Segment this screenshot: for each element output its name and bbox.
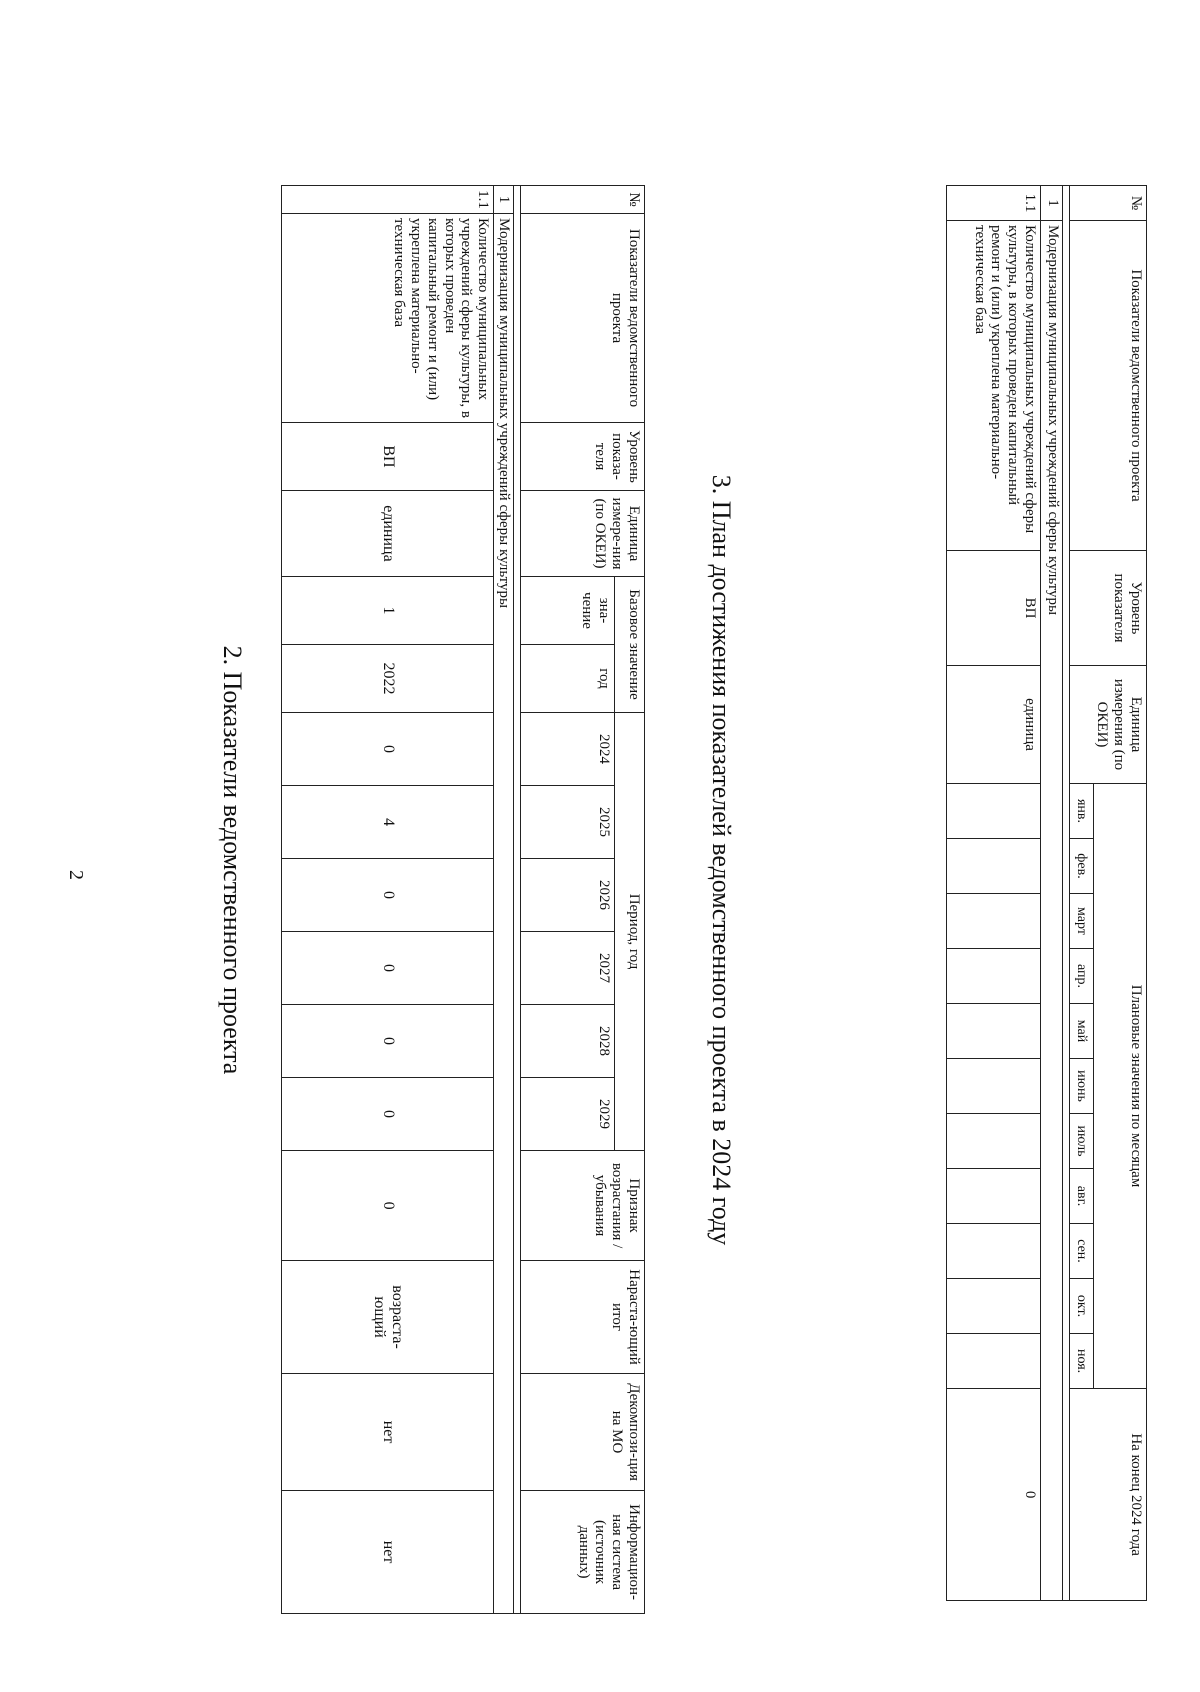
row-unit: единица — [947, 666, 1041, 784]
th-year-2027: 2027 — [521, 932, 615, 1005]
row-num: 1.1 — [282, 186, 494, 214]
row-value-2029: 0 — [282, 1078, 494, 1151]
th-indicator: Показатели ведомственного проекта — [1070, 221, 1147, 551]
header-row — [1094, 186, 1147, 1601]
row-value-2027: 0 — [282, 932, 494, 1005]
row-info: нет — [282, 1491, 494, 1614]
th-base-year: год — [521, 645, 615, 713]
row-year-end: 0 — [947, 1389, 1041, 1601]
rotated-page — [33, 57, 1163, 1663]
th-year-end: На конец 2024 года — [1070, 1389, 1147, 1601]
th-base-value: зна-чение — [521, 577, 615, 645]
row-month-jan — [947, 784, 1041, 839]
row-trend: 0 — [282, 1151, 494, 1261]
header-row — [615, 186, 645, 1614]
row-month-feb — [947, 839, 1041, 894]
th-year-2024: 2024 — [521, 713, 615, 786]
th-month-aug: авг. — [1070, 1169, 1094, 1224]
row-decomp: нет — [282, 1374, 494, 1491]
row-unit: единица — [282, 491, 494, 577]
th-decomp: Декомпози-ция на МО — [521, 1374, 645, 1491]
row-month-aug — [947, 1169, 1041, 1224]
th-unit: Единица измере-ния (по ОКЕИ) — [521, 491, 645, 577]
row-month-jun — [947, 1059, 1041, 1114]
th-monthly: Плановые значения по месяцам — [1094, 784, 1147, 1389]
th-year-2029: 2029 — [521, 1078, 615, 1151]
row-cumulative: возраста-ющий — [282, 1261, 494, 1374]
row-month-apr — [947, 949, 1041, 1004]
indicators-table — [281, 185, 645, 1614]
page-number: 2 — [65, 870, 87, 880]
row-value-2026: 0 — [282, 859, 494, 932]
section-num: 1 — [494, 186, 514, 214]
th-month-jun: июнь — [1070, 1059, 1094, 1114]
th-month-oct: окт. — [1070, 1279, 1094, 1334]
section-title: Модернизация муниципальных учреждений сферы культуры — [1041, 221, 1063, 1601]
row-indicator: Количество муниципальных учреждений сферы культуры, в которых проведен капитальный ремонт и (или) укреплена материально-техническая база — [947, 221, 1041, 551]
th-indicator: Показатели ведомственного проекта — [521, 214, 645, 423]
th-year-2026: 2026 — [521, 859, 615, 932]
th-num: № — [1070, 186, 1147, 221]
th-info: Информацион-ная система (источник данных) — [521, 1491, 645, 1614]
row-value-2024: 0 — [282, 713, 494, 786]
row-num: 1.1 — [947, 186, 1041, 221]
row-level: ВП — [282, 423, 494, 491]
section3-title: 3. План достижения показателей ведомственного проекта в 2024 году — [707, 474, 736, 1246]
row-value-2028: 0 — [282, 1005, 494, 1078]
th-year-2025: 2025 — [521, 786, 615, 859]
table-row — [282, 186, 494, 1614]
th-base: Базовое значение — [615, 577, 645, 713]
th-level: Уровень показателя — [1070, 551, 1147, 666]
row-base-value: 1 — [282, 577, 494, 645]
section-row — [1041, 186, 1063, 1601]
plan-table — [946, 185, 1147, 1601]
th-month-sep: сен. — [1070, 1224, 1094, 1279]
row-indicator: Количество муниципальных учреждений сферы культуры, в которых проведен капитальный ремонт и (или) укреплена материально-техническая база — [282, 214, 494, 423]
separator-row — [1063, 186, 1070, 1601]
th-month-may: май — [1070, 1004, 1094, 1059]
th-period: Период, год — [615, 713, 645, 1151]
table-row — [947, 186, 1041, 1601]
section2-title: 2. Показатели ведомственного проекта — [218, 645, 247, 1075]
th-month-nov: ноя. — [1070, 1334, 1094, 1389]
separator-row — [514, 186, 521, 1614]
th-cumulative: Нараста-ющий итог — [521, 1261, 645, 1374]
row-month-may — [947, 1004, 1041, 1059]
section-title: Модернизация муниципальных учреждений сферы культуры — [494, 214, 514, 1614]
th-month-jul: июль — [1070, 1114, 1094, 1169]
section-row — [494, 186, 514, 1614]
th-trend: Признак возрастания /убывания — [521, 1151, 645, 1261]
row-month-mar — [947, 894, 1041, 949]
th-month-feb: фев. — [1070, 839, 1094, 894]
row-base-year: 2022 — [282, 645, 494, 713]
th-unit: Единица измерения (по ОКЕИ) — [1070, 666, 1147, 784]
th-year-2028: 2028 — [521, 1005, 615, 1078]
th-month-apr: апр. — [1070, 949, 1094, 1004]
row-value-2025: 4 — [282, 786, 494, 859]
row-month-oct — [947, 1279, 1041, 1334]
row-month-sep — [947, 1224, 1041, 1279]
row-month-nov — [947, 1334, 1041, 1389]
section-num: 1 — [1041, 186, 1063, 221]
th-month-jan: янв. — [1070, 784, 1094, 839]
row-month-jul — [947, 1114, 1041, 1169]
row-level: ВП — [947, 551, 1041, 666]
th-num: № — [521, 186, 645, 214]
th-level: Уровень показа-теля — [521, 423, 645, 491]
th-month-mar: март — [1070, 894, 1094, 949]
